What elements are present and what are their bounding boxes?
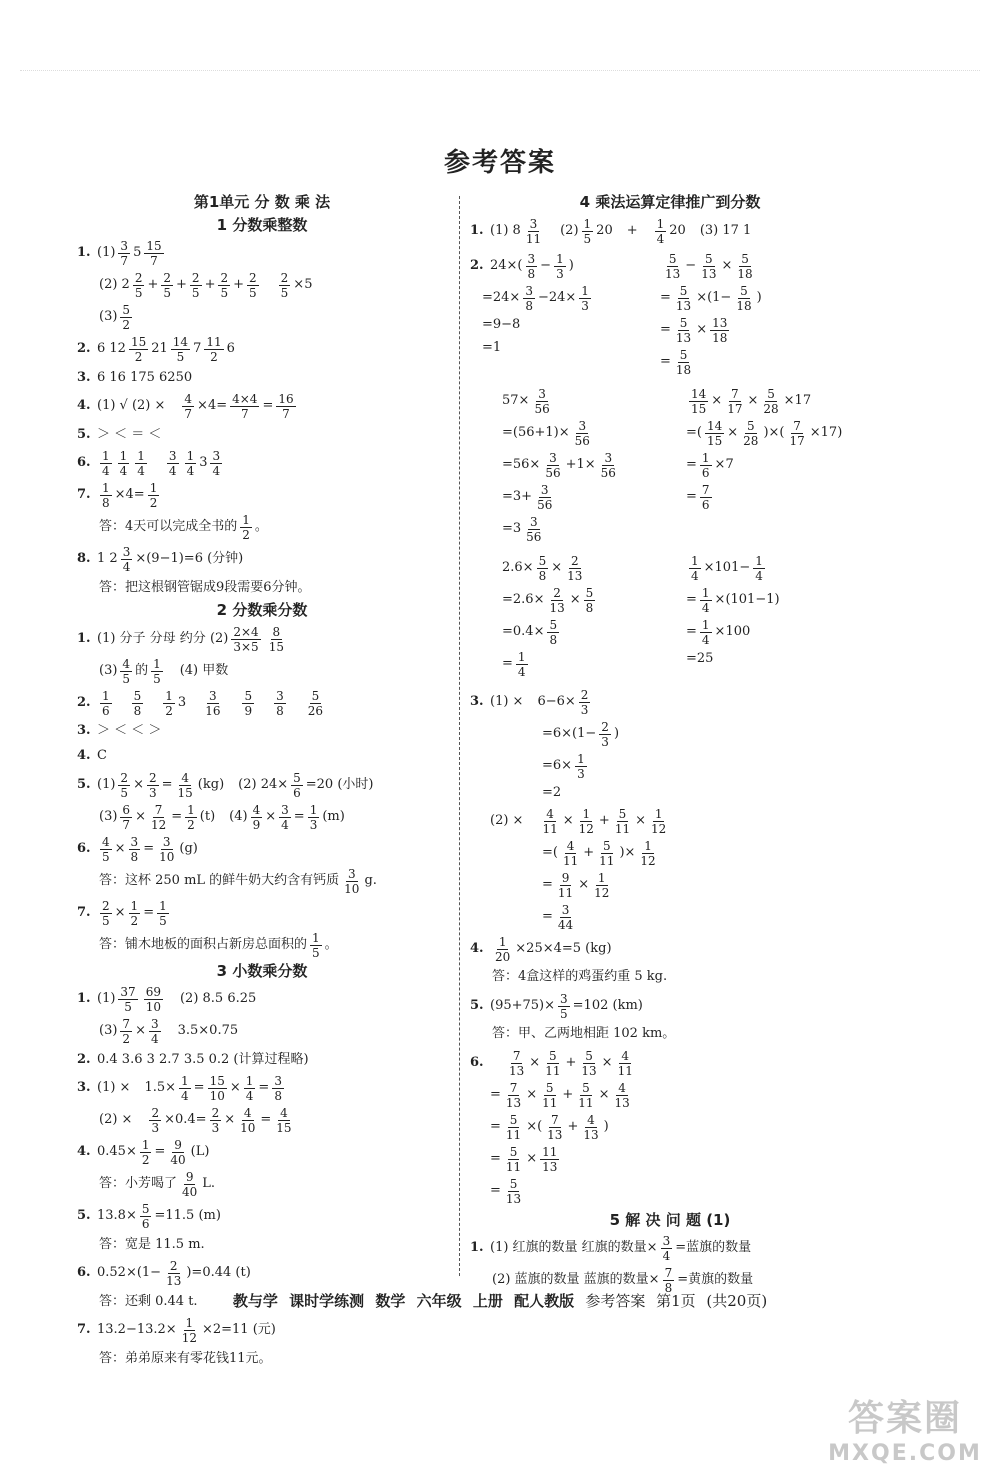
answer-2-4: 4. C (77, 748, 107, 764)
answer-3-1-3: (3) $\frac{7}{2}$ × $\frac{3}{4}$ 3.5×0.75 (99, 1017, 239, 1046)
answer-1-6: 6. $\frac{1}{4}$ $\frac{1}{4}$ $\frac{1}{4}$ $\frac{3}{4}$ $\frac{1}{4}$ 3 $\frac{3}{4}$ (77, 449, 221, 478)
answer-3-6-text: 答：还剩 0.44 t. (99, 1293, 198, 1309)
watermark-site: MXQE.COM (828, 1441, 982, 1466)
answer-1-7: 7. $\frac{1}{8}$ ×4= $\frac{1}{2}$ (77, 481, 158, 510)
answer-3-2: 2. 0.4 3.6 3 2.7 3.5 0.2 (计算过程略) (77, 1051, 309, 1067)
footer-page-label: 参考答案 第1页 (共20页) (585, 1292, 768, 1310)
answer-3-5-text: 答：宽是 11.5 m. (99, 1236, 205, 1252)
footer-part: 配人教版 (514, 1292, 575, 1310)
answer-3-3-2: (2) × $\frac{2}{3}$ ×0.4= $\frac{2}{3}$ × $\frac{4}{10}$ = $\frac{4}{15}$ (99, 1106, 292, 1135)
answer-1-5: 5. ＞ ＜ ＝ ＜ (77, 426, 162, 442)
answer-5-2: (2) 蓝旗的数量 蓝旗的数量× $\frac{7}{8}$ =黄旗的数量 (492, 1266, 754, 1295)
answer-1-1-3: (3) $\frac{5}{2}$ (99, 303, 131, 332)
answer-1-3: 3. 6 16 175 6250 (77, 369, 193, 385)
answer-4-3: 3. (1) × 6−6× $\frac{2}{3}$ =6×(1− $\frac{2}{3}$ ) =6× $\frac{1}{3}$ =2 (2) × $\frac{4}{11}$ × $\frac{1}{12}$ + $\frac{5}{11}$ × $\frac{1}{12}$ =( $\frac{4}{11}$ + $\frac{5}{11}$ )× $\frac{1}{12}$ = $\frac{9}{11}$ × $\frac{1}{12}$ = $\frac{3}{44}$ (470, 687, 667, 932)
answer-2-1: 1. (1) 分子 分母 约分 (2) $\frac{2\times 4}{3\times 5}$ $\frac{8}{15}$ (77, 624, 284, 654)
answer-3-6: 6. 0.52×(1− $\frac{2}{13}$ )=0.44 (t) (77, 1259, 251, 1288)
section-title-2: 2 分数乘分数 (216, 601, 308, 619)
page-title: 参考答案 (443, 148, 556, 178)
answer-2-6-text: 答：这杯 250 mL 的鲜牛奶大约含有钙质 $\frac{3}{10}$ g. (99, 866, 377, 896)
answer-2-7: 7. $\frac{2}{5}$ × $\frac{1}{2}$ = $\frac{1}{5}$ (77, 898, 167, 928)
right-column (470, 192, 870, 1298)
answer-4-1: 1. (1) 8 $\frac{3}{11}$ (2) $\frac{1}{5}$ 20 + $\frac{1}{4}$ 20 (3) 17 1 (470, 216, 752, 246)
answer-2-1-3: (3) $\frac{4}{5}$ 的 $\frac{1}{5}$ (4) 甲数 (99, 656, 229, 686)
answer-3-3: 3. (1) × 1.5× $\frac{1}{4}$ = $\frac{15}{10}$ × $\frac{1}{4}$ = $\frac{3}{8}$ (77, 1074, 282, 1103)
answer-1-8-text: 答：把这根钢管锯成9段需要6分钟。 (99, 579, 311, 595)
section-title-3: 3 小数乘分数 (216, 961, 308, 980)
answer-2-7-text: 答：铺木地板的面积占新房总面积的 $\frac{1}{5}$ 。 (99, 930, 338, 960)
answer-1-2: 2. 6 12 $\frac{15}{2}$ 21 $\frac{14}{5}$ 7 $\frac{11}{2}$ 6 (77, 335, 235, 364)
answer-1-8: 8. 1 2 $\frac{3}{4}$ ×(9−1)=6 (分钟) (77, 545, 244, 574)
answer-1-4: 4. (1) √ (2) × $\frac{4}{7}$ ×4= $\frac{4\times 4}{7}$ = $\frac{16}{7}$ (77, 392, 294, 421)
answer-1-7-text: 答：4天可以完成全书的 $\frac{1}{2}$ 。 (99, 513, 268, 542)
watermark (820, 1390, 990, 1466)
answer-3-4-text: 答：小芳喝了 $\frac{9}{40}$ L. (99, 1170, 216, 1199)
answer-3-7-text: 答：弟弟原来有零花钱11元。 (99, 1350, 272, 1366)
answer-1-1-2: (2) 2 $\frac{2}{5}$ + $\frac{2}{5}$ + $\frac{2}{5}$ + $\frac{2}{5}$ + $\frac{2}{5}$ $\frac{2}{5}$ ×5 (99, 271, 313, 300)
answer-3-1: 1. (1) $\frac{37}{5}$ $\frac{69}{10}$ (2) 8.5 6.25 (77, 985, 257, 1014)
footer-part: 数学 (375, 1292, 406, 1310)
answer-2-3: 3. ＞ ＜ ＜ ＞ (77, 723, 162, 739)
scan-line (20, 70, 980, 75)
section-title-4: 4 乘法运算定律推广到分数 (579, 193, 761, 211)
answer-3-7: 7. 13.2−13.2× $\frac{1}{12}$ ×2=11 (元) (77, 1316, 276, 1345)
answer-4-5-text: 答：甲、乙两地相距 102 km。 (492, 1026, 676, 1042)
answer-1-1: 1. (1) $\frac{3}{7}$ 5 $\frac{15}{7}$ (77, 239, 162, 268)
watermark-logo: 答案圈 (847, 1398, 962, 1439)
unit-title: 第1单元 分 数 乘 法 (193, 193, 331, 211)
footer-part: 课时学练测 (289, 1292, 365, 1310)
answer-4-2: 2. 24×( $\frac{3}{8}$ − $\frac{1}{3}$ ) =24× $\frac{3}{8}$ −24× $\frac{1}{3}$ =9−8 =1 $\frac{5}{13}$ − $\frac{5}{13}$ × $\frac{5}{18}$ = $\frac{5}{13}$ ×(1− $\frac{5}{18}$ ) = $\frac{5}{13}$ × $\frac{13}{18}$ = $\frac{5}{18}$ (470, 251, 762, 377)
answer-5-1: 1. (1) 红旗的数量 红旗的数量× $\frac{3}{4}$ =蓝旗的数量 (470, 1234, 752, 1263)
answer-3-5: 5. 13.8× $\frac{5}{6}$ =11.5 (m) (77, 1202, 221, 1231)
answer-4-6: 6. $\frac{7}{13}$ × $\frac{5}{11}$ + $\frac{5}{13}$ × $\frac{4}{11}$ = $\frac{7}{13}$ × $\frac{5}{11}$ + $\frac{5}{11}$ × $\frac{4}{13}$ = $\frac{5}{11}$ ×( $\frac{7}{13}$ + $\frac{4}{13}$ ) = $\frac{5}{11}$ × $\frac{11}{13}$ = $\frac{5}{13}$ (470, 1048, 633, 1206)
footer-part: 教与学 (232, 1292, 278, 1310)
answer-4-2b: 57× $\frac{3}{56}$ =(56+1)× $\frac{3}{56}$ =56× $\frac{3}{56}$ +1× $\frac{3}{56}$ =3+ $\frac{3}{56}$ =3 $\frac{3}{56}$ $\frac{14}{15}$ × $\frac{7}{17}$ × $\frac{5}{28}$ ×17 =( $\frac{14}{15}$ × $\frac{5}{28}$ )×( $\frac{7}{17}$ ×17) = $\frac{1}{6}$ ×7 = $\frac{7}{6}$ (502, 386, 843, 544)
footer-part: 上册 (472, 1292, 503, 1310)
page-footer (0, 1290, 1000, 1311)
answer-2-5: 5. (1) $\frac{2}{5}$ × $\frac{2}{3}$ = $\frac{4}{15}$ (kg) (2) 24× $\frac{5}{6}$ =20 (小时) (77, 770, 374, 800)
section-title-1: 1 分数乘整数 (216, 215, 308, 234)
answer-2-6: 6. $\frac{4}{5}$ × $\frac{3}{8}$ = $\frac{3}{10}$ (g) (77, 834, 198, 864)
answer-4-4: 4. $\frac{1}{20}$ ×25×4=5 (kg) (470, 934, 612, 964)
answer-4-4-text: 答：4盒这样的鸡蛋约重 5 kg. (492, 969, 668, 985)
section-title-5: 5 解 决 问 题 (1) (609, 1210, 731, 1229)
answer-4-2c: 2.6× $\frac{5}{8}$ × $\frac{2}{13}$ =2.6× $\frac{2}{13}$ × $\frac{5}{8}$ =0.4× $\frac{5}{8}$ = $\frac{1}{4}$ $\frac{1}{4}$ ×101− $\frac{1}{4}$ = $\frac{1}{4}$ ×(101−1) = $\frac{1}{4}$ ×100 =25 (502, 553, 780, 679)
left-column (77, 192, 447, 1373)
footer-part: 六年级 (416, 1292, 462, 1310)
answer-2-5-3: (3) $\frac{6}{7}$ × $\frac{7}{12}$ = $\frac{1}{2}$ (t) (4) $\frac{4}{9}$ × $\frac{3}{4}$ = $\frac{1}{3}$ (m) (99, 802, 345, 832)
answer-4-5: 5. (95+75)× $\frac{3}{5}$ =102 (km) (470, 991, 643, 1021)
answer-3-4: 4. 0.45× $\frac{1}{2}$ = $\frac{9}{40}$ (L) (77, 1138, 210, 1167)
column-divider (459, 196, 460, 1276)
answer-2-2: 2. $\frac{1}{6}$ $\frac{5}{8}$ $\frac{1}{2}$ 3 $\frac{3}{16}$ $\frac{5}{9}$ $\frac{3}{8}$ $\frac{5}{26}$ (77, 688, 324, 718)
